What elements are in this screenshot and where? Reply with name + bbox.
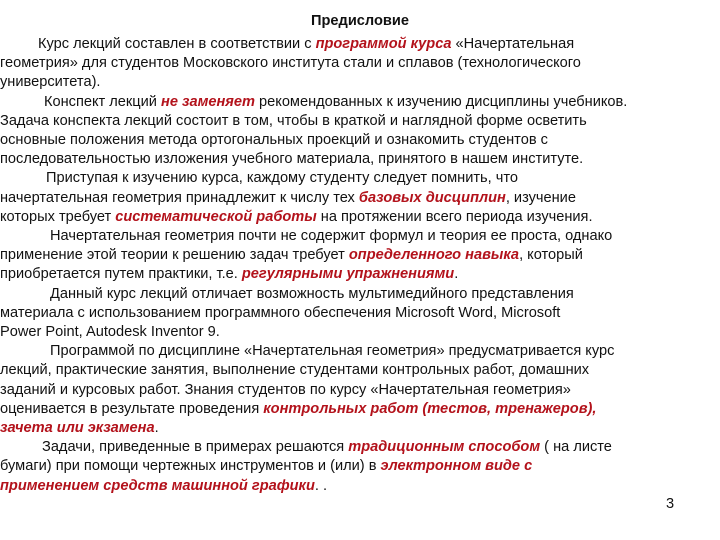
- emphasis-phrase: контрольных работ (тестов, тренажеров),: [263, 401, 597, 417]
- text-line: [0, 361, 589, 380]
- text-run: материала с использованием программного обеспечения Microsoft Word, Microsoft: [0, 305, 561, 321]
- text-run: которых требует: [0, 209, 116, 225]
- emphasis-phrase: применением средств машинной графики: [0, 478, 315, 494]
- text-run: Данный курс лекций отличает возможность мультимедийного представления: [50, 286, 574, 302]
- text-run: Начертательная геометрия почти не содержит формул и теория ее проста, однако: [50, 228, 613, 244]
- text-line: [50, 342, 614, 361]
- emphasis-phrase: зачета или экзамена: [0, 420, 155, 436]
- text-line: [0, 208, 593, 227]
- text-run: рекомендованных к изучению дисциплины учебников.: [254, 94, 628, 110]
- page-number: 3: [666, 496, 675, 512]
- text-line: [0, 150, 583, 169]
- text-run: университета).: [0, 74, 101, 90]
- text-run: бумаги) при помощи чертежных инструментов и (или) в: [0, 458, 381, 474]
- emphasis-phrase: традиционным способом: [348, 439, 541, 455]
- text-run: .: [154, 420, 159, 436]
- text-run: Конспект лекций: [44, 94, 162, 110]
- text-run: на протяжении всего периода изучения.: [316, 209, 593, 225]
- text-run: геометрия» для студентов Московского института стали и сплавов (технологического: [0, 55, 581, 71]
- text-line: [44, 93, 627, 112]
- text-line: [0, 323, 220, 342]
- text-line: [0, 54, 581, 73]
- text-line: [0, 265, 458, 284]
- emphasis-phrase: электронном виде с: [380, 458, 533, 474]
- text-run: Приступая к изучению курса, каждому студенту следует помнить, что: [46, 170, 518, 186]
- text-line: [0, 189, 576, 208]
- text-line: [0, 419, 159, 438]
- text-run: Программой по дисциплине «Начертательная геометрия» предусматривается курс: [50, 343, 615, 359]
- text-run: начертательная геометрия принадлежит к числу тех: [0, 190, 359, 206]
- text-run: основные положения метода ортогональных проекций и ознакомить студентов с: [0, 132, 548, 148]
- text-line: [0, 400, 596, 419]
- emphasis-phrase: систематической работы: [115, 209, 317, 225]
- emphasis-phrase: регулярными упражнениями: [241, 266, 455, 282]
- text-line: [50, 285, 574, 304]
- text-line: [0, 112, 587, 131]
- emphasis-phrase: не заменяет: [161, 94, 255, 110]
- text-line: [50, 227, 612, 246]
- text-run: Задача конспекта лекций состоит в том, чтобы в краткой и наглядной форме осветить: [0, 113, 587, 129]
- text-run: оценивается в результате проведения: [0, 401, 264, 417]
- text-run: приобретается путем практики, т.е.: [0, 266, 242, 282]
- text-run: лекций, практические занятия, выполнение студентами контрольных работ, домашних: [0, 362, 590, 378]
- text-run: Задачи, приведенные в примерах решаются: [42, 439, 349, 455]
- text-line: [46, 169, 518, 188]
- text-line: [0, 131, 548, 150]
- text-line: [42, 438, 612, 457]
- text-run: последовательностью изложения учебного материала, принятого в нашем институте.: [0, 151, 584, 167]
- text-run: Power Point, Autodesk Inventor 9.: [0, 324, 220, 340]
- text-line: [0, 477, 327, 496]
- emphasis-phrase: определенного навыка: [348, 247, 520, 263]
- text-line: [0, 73, 100, 92]
- text-run: , изучение: [505, 190, 576, 206]
- emphasis-phrase: программой курса: [315, 36, 452, 52]
- text-run: . .: [314, 478, 328, 494]
- text-run: «Начертательная: [451, 36, 575, 52]
- text-run: применение этой теории к решению задач требует: [0, 247, 349, 263]
- text-line: [0, 304, 560, 323]
- text-run: заданий и курсовых работ. Знания студентов по курсу «Начертательная геометрия»: [0, 382, 571, 398]
- text-line: [0, 246, 583, 265]
- page-title: Предисловие: [311, 13, 409, 29]
- text-line: [0, 381, 571, 400]
- text-line: [0, 457, 532, 476]
- text-run: , который: [519, 247, 583, 263]
- text-run: ( на листе: [540, 439, 612, 455]
- text-run: .: [454, 266, 459, 282]
- text-line: [38, 35, 574, 54]
- text-run: Курс лекций составлен в соответствии с: [38, 36, 316, 52]
- emphasis-phrase: базовых дисциплин: [358, 190, 506, 206]
